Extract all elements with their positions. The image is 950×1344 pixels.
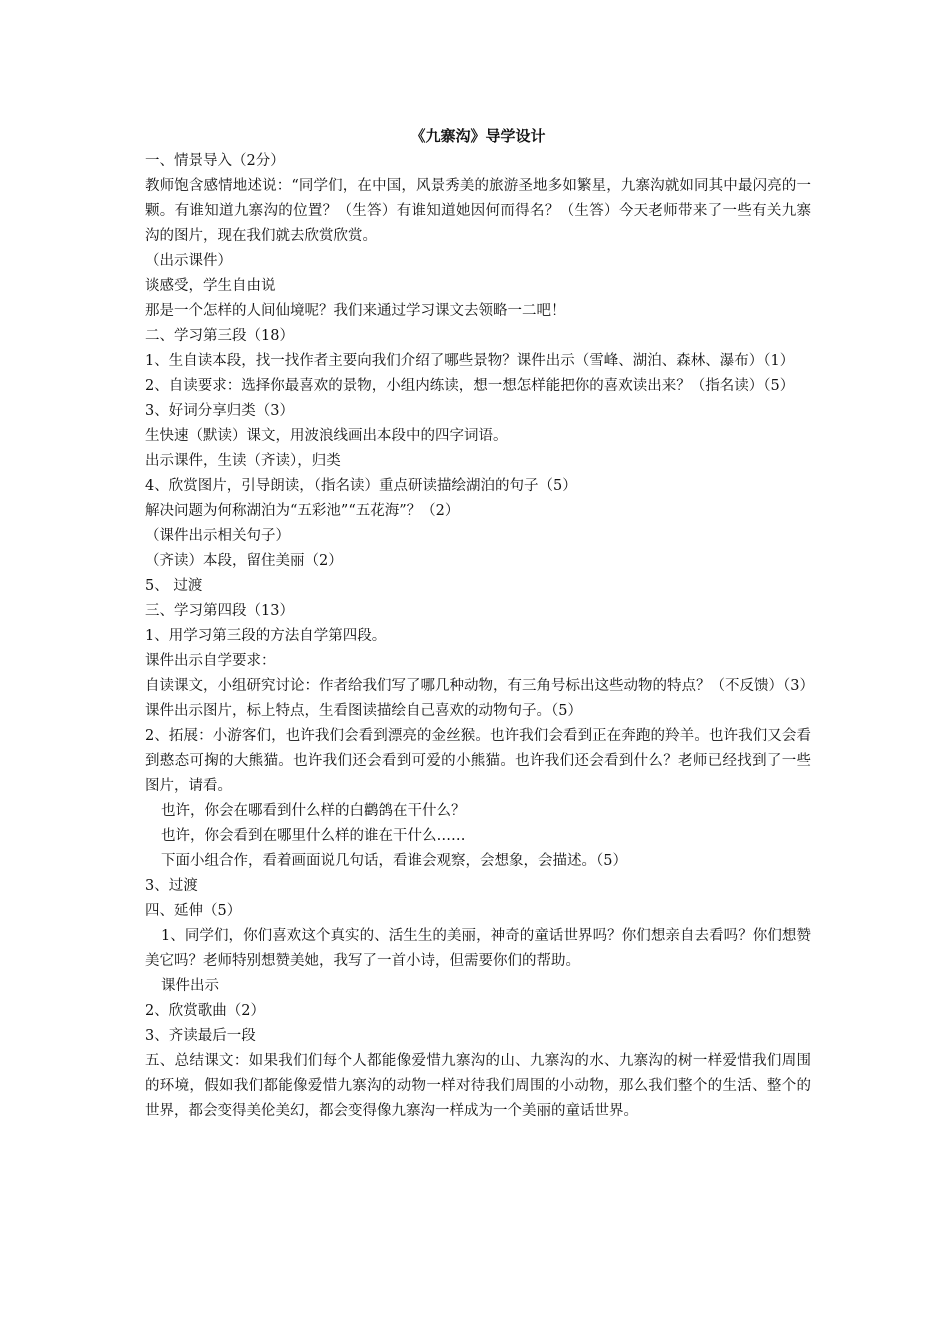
- paragraph: 4、欣赏图片，引导朗读，（指名读）重点研读描绘湖泊的句子（5）: [145, 478, 577, 494]
- paragraph: 那是一个怎样的人间仙境呢？我们来通过学习课文去领略一二吧！: [145, 303, 566, 319]
- paragraph: 生快速（默读）课文，用波浪线画出本段中的四字词语。: [145, 428, 508, 444]
- paragraph: 出示课件，生读（齐读），归类: [145, 453, 341, 469]
- section-heading-1: 一、情景导入（2分）: [145, 153, 285, 169]
- paragraph: 课件出示图片，标上特点，生看图读描绘自己喜欢的动物句子。（5）: [145, 703, 582, 719]
- section-heading-2: 二、学习第三段（18）: [145, 328, 294, 344]
- document-page: [145, 124, 814, 1124]
- paragraph: 课件出示: [161, 978, 219, 994]
- paragraph: （课件出示相关句子）: [145, 528, 290, 544]
- paragraph: 3、好词分享归类（3）: [145, 403, 294, 419]
- paragraph: 教师饱含感情地述说：“同学们，在中国，风景秀美的旅游圣地多如繁星，九寨沟就如同其中最闪亮的一颗。有谁知道九寨沟的位置？（生答）有谁知道她因何而得名？（生答）今天老师带来了一些有关九寨沟的图片，现在我们就去欣赏欣赏。: [145, 178, 811, 244]
- paragraph: 下面小组合作，看着画面说几句话，看谁会观察，会想象，会描述。（5）: [161, 853, 627, 869]
- section-heading-3: 三、学习第四段（13）: [145, 603, 294, 619]
- paragraph: 1、同学们，你们喜欢这个真实的、活生生的美丽，神奇的童话世界吗？你们想亲自去看吗？你们想赞美它吗？老师特别想赞美她，我写了一首小诗，但需要你们的帮助。: [145, 928, 811, 969]
- paragraph: 也许，你会在哪看到什么样的白鹳鸽在干什么？: [161, 803, 466, 819]
- paragraph: 也许，你会看到在哪里什么样的谁在干什么……: [161, 828, 466, 844]
- paragraph: 5、 过渡: [145, 578, 203, 594]
- paragraph: （齐读）本段，留住美丽（2）: [145, 553, 343, 569]
- paragraph: 谈感受，学生自由说: [145, 278, 276, 294]
- paragraph: 3、齐读最后一段: [145, 1028, 256, 1044]
- paragraph: 课件出示自学要求：: [145, 653, 276, 669]
- paragraph: （出示课件）: [145, 253, 232, 269]
- paragraph: 1、生自读本段，找一找作者主要向我们介绍了哪些景物？课件出示（雪峰、湖泊、森林、瀑布）（1）: [145, 353, 795, 369]
- paragraph: 3、过渡: [145, 878, 198, 894]
- paragraph: 解决问题为何称湖泊为“五彩池”“五花海”？（2）: [145, 503, 460, 519]
- paragraph: 2、拓展：小游客们，也许我们会看到漂亮的金丝猴。也许我们会看到正在奔跑的羚羊。也许我们又会看到憨态可掬的大熊猫。也许我们还会看到可爱的小熊猫。也许我们还会看到什么？老师已经找到了一些图片，请看。: [145, 728, 811, 794]
- section-heading-5: 五、总结课文：如果我们们每个人都能像爱惜九寨沟的山、九寨沟的水、九寨沟的树一样爱惜我们周围的环境，假如我们都能像爱惜九寨沟的动物一样对待我们周围的小动物，那么我们整个的生活、整个的世界，都会变得美伦美幻，都会变得像九寨沟一样成为一个美丽的童话世界。: [145, 1053, 811, 1119]
- section-heading-4: 四、延伸（5）: [145, 903, 242, 919]
- paragraph: 自读课文，小组研究讨论：作者给我们写了哪几种动物，有三角号标出这些动物的特点？（不反馈）（3）: [145, 678, 814, 694]
- paragraph: 1、用学习第三段的方法自学第四段。: [145, 628, 387, 644]
- paragraph: 2、欣赏歌曲（2）: [145, 1003, 265, 1019]
- document-title: 《九寨沟》导学设计: [410, 127, 546, 145]
- paragraph: 2、自读要求：选择你最喜欢的景物，小组内练读，想一想怎样能把你的喜欢读出来？（指名读）（5）: [145, 378, 795, 394]
